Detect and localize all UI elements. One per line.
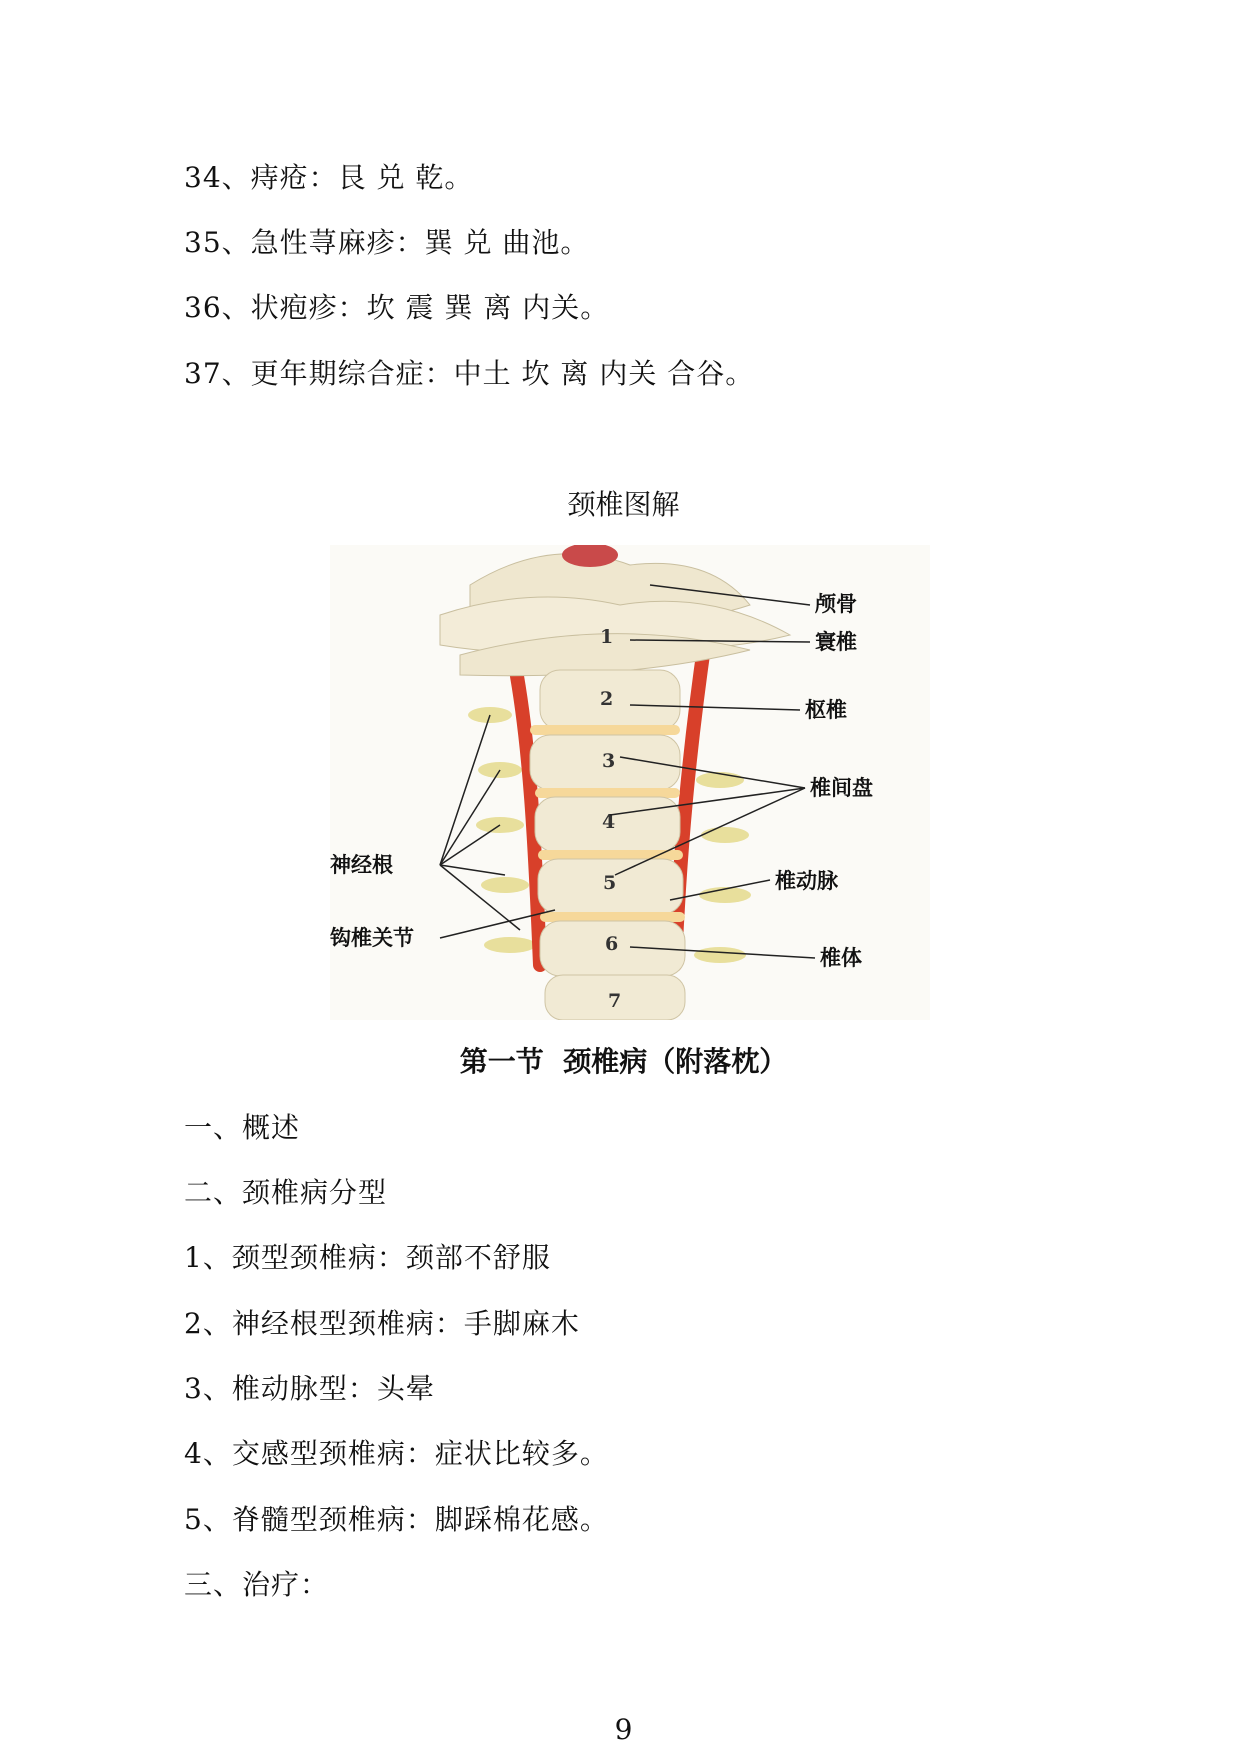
heading-overview: 一、概述 xyxy=(184,1111,301,1144)
vertebra-number-1: 1 xyxy=(600,626,614,648)
list-item-36: 36、状疱疹：坎 震 巽 离 内关。 xyxy=(184,291,610,324)
list-item-35: 35、急性荨麻疹：巽 兑 曲池。 xyxy=(184,226,590,259)
heading-types: 二、颈椎病分型 xyxy=(184,1176,388,1209)
label-skull: 颅骨 xyxy=(815,591,857,616)
label-uncovertebral: 钩椎关节 xyxy=(330,925,414,950)
type-item-1: 1、颈型颈椎病：颈部不舒服 xyxy=(184,1241,551,1274)
label-artery: 椎动脉 xyxy=(775,868,838,893)
cervical-spine-figure xyxy=(330,545,930,1020)
label-atlas: 寰椎 xyxy=(815,629,857,654)
vertebra-number-6: 6 xyxy=(605,933,619,955)
vertebra-number-3: 3 xyxy=(602,750,616,772)
label-nerve-root: 神经根 xyxy=(330,852,393,877)
list-item-37: 37、更年期综合症：中土 坎 离 内关 合谷。 xyxy=(184,357,755,390)
vertebra-number-2: 2 xyxy=(600,688,614,710)
vertebra-number-4: 4 xyxy=(602,811,616,833)
heading-treatment: 三、治疗： xyxy=(184,1568,330,1601)
label-disc: 椎间盘 xyxy=(810,775,873,800)
label-body: 椎体 xyxy=(820,945,862,970)
vertebra-number-5: 5 xyxy=(603,872,617,894)
figure-title: 颈椎图解 xyxy=(567,488,680,521)
label-axis: 枢椎 xyxy=(805,697,847,722)
section-title: 第一节 颈椎病（附落枕） xyxy=(459,1045,788,1078)
list-item-34: 34、痔疮：艮 兑 乾。 xyxy=(184,161,474,194)
type-item-3: 3、椎动脉型：头晕 xyxy=(184,1372,435,1405)
page-number: 9 xyxy=(614,1713,633,1746)
type-item-2: 2、神经根型颈椎病：手脚麻木 xyxy=(184,1307,580,1340)
type-item-4: 4、交感型颈椎病：症状比较多。 xyxy=(184,1437,609,1470)
vertebra-number-7: 7 xyxy=(608,990,622,1012)
type-item-5: 5、脊髓型颈椎病：脚踩棉花感。 xyxy=(184,1503,609,1536)
